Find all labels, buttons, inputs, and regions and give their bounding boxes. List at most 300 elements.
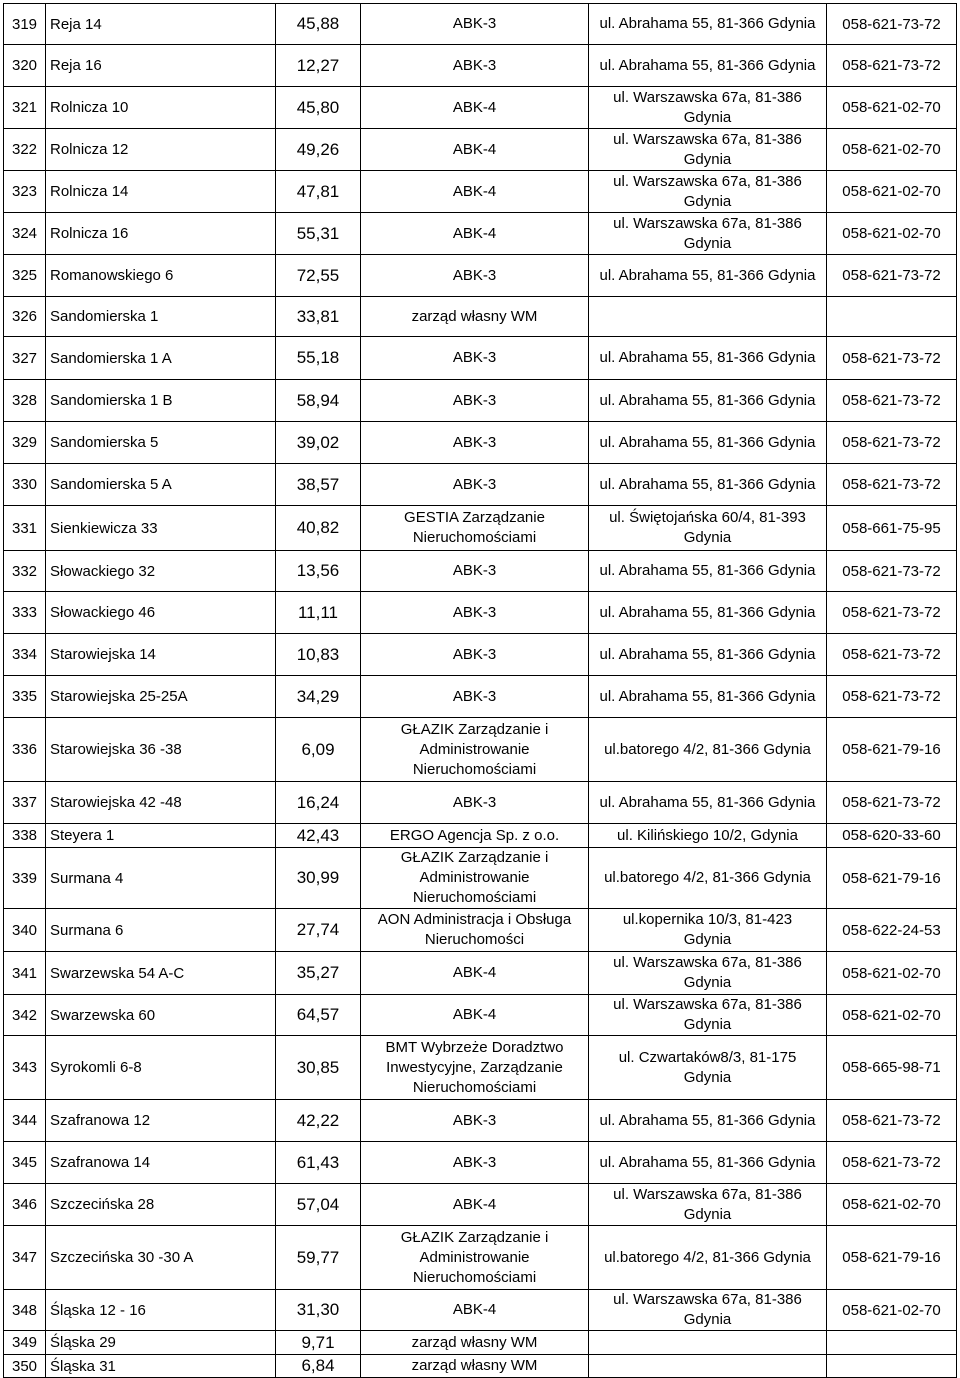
manager-cell — [361, 255, 589, 297]
manager-cell-line: ABK-4 — [452, 964, 497, 981]
table-row — [4, 909, 957, 952]
address-cell — [589, 1290, 827, 1331]
table-row — [4, 337, 957, 380]
address-cell — [589, 782, 827, 824]
area-cell: 31,30 — [276, 1290, 361, 1331]
address-cell — [589, 1184, 827, 1226]
phone-cell: 058-621-02-70 — [827, 1290, 957, 1331]
row-number: 340 — [4, 909, 46, 952]
manager-cell-line: ABK-3 — [452, 645, 497, 663]
manager-cell — [361, 45, 589, 87]
manager-cell — [361, 782, 589, 824]
area-cell: 30,99 — [276, 848, 361, 909]
table-row — [4, 4, 957, 45]
phone-cell — [827, 1331, 957, 1355]
manager-cell — [361, 1355, 589, 1378]
row-number: 350 — [4, 1355, 46, 1378]
street-cell: Szczecińska 28 — [46, 1184, 276, 1226]
street-cell: Reja 14 — [46, 4, 276, 45]
address-cell-line: Gdynia — [683, 234, 732, 252]
manager-cell — [361, 592, 589, 634]
manager-cell — [361, 1142, 589, 1184]
area-cell: 30,85 — [276, 1036, 361, 1100]
address-cell — [589, 213, 827, 255]
row-number: 335 — [4, 676, 46, 718]
address-cell-line: ul. Warszawska 67a, 81-386 — [613, 996, 802, 1013]
table-row — [4, 1184, 957, 1226]
address-cell — [589, 255, 827, 297]
table-row — [4, 995, 957, 1036]
phone-cell: 058-621-73-72 — [827, 782, 957, 824]
street-cell: Śląska 29 — [46, 1331, 276, 1355]
street-cell: Surmana 4 — [46, 848, 276, 909]
area-cell: 59,77 — [276, 1226, 361, 1290]
table-row — [4, 1226, 957, 1290]
manager-cell — [361, 1290, 589, 1331]
table-row — [4, 213, 957, 255]
area-cell: 45,80 — [276, 87, 361, 129]
row-number: 325 — [4, 255, 46, 297]
address-cell-line: ul. Abrahama 55, 81-366 Gdynia — [599, 1111, 816, 1129]
row-number: 347 — [4, 1226, 46, 1290]
manager-cell — [361, 824, 589, 848]
row-number: 344 — [4, 1100, 46, 1142]
address-cell — [589, 1331, 827, 1355]
address-cell — [589, 297, 827, 337]
property-table — [3, 3, 957, 1378]
manager-cell-line: BMT Wybrzeże Doradztwo — [385, 1038, 564, 1056]
phone-cell: 058-621-79-16 — [827, 848, 957, 909]
manager-cell-line: ABK-3 — [452, 1153, 497, 1171]
row-number: 336 — [4, 718, 46, 782]
manager-cell-line: ABK-4 — [452, 140, 497, 158]
manager-cell-line: ABK-3 — [452, 15, 497, 32]
street-cell: Szczecińska 30 -30 A — [46, 1226, 276, 1290]
table-row — [4, 1142, 957, 1184]
phone-cell: 058-621-02-70 — [827, 952, 957, 995]
phone-cell: 058-621-02-70 — [827, 129, 957, 171]
address-cell-line: ul. Abrahama 55, 81-366 Gdynia — [599, 266, 816, 284]
area-cell: 42,22 — [276, 1100, 361, 1142]
manager-cell-line: GŁAZIK Zarządzanie i — [400, 1228, 549, 1246]
row-number: 343 — [4, 1036, 46, 1100]
address-cell-line: ul.batorego 4/2, 81-366 Gdynia — [604, 740, 811, 758]
row-number: 329 — [4, 422, 46, 464]
phone-cell: 058-621-73-72 — [827, 464, 957, 506]
area-cell: 72,55 — [276, 255, 361, 297]
table-row — [4, 1355, 957, 1378]
area-cell: 12,27 — [276, 45, 361, 87]
phone-cell: 058-621-79-16 — [827, 1226, 957, 1290]
area-cell: 34,29 — [276, 676, 361, 718]
address-cell — [589, 1226, 827, 1290]
address-cell-line: ul. Warszawska 67a, 81-386 — [613, 172, 802, 190]
table-row — [4, 824, 957, 848]
address-cell — [589, 676, 827, 718]
row-number: 322 — [4, 129, 46, 171]
address-cell-line: ul. Abrahama 55, 81-366 Gdynia — [599, 433, 816, 451]
area-cell: 45,88 — [276, 4, 361, 45]
address-cell — [589, 1142, 827, 1184]
address-cell-line: ul. Abrahama 55, 81-366 Gdynia — [599, 687, 816, 705]
address-cell-line: ul.kopernika 10/3, 81-423 — [622, 911, 793, 928]
manager-cell-line: GŁAZIK Zarządzanie i — [400, 849, 549, 866]
row-number: 324 — [4, 213, 46, 255]
phone-cell: 058-620-33-60 — [827, 824, 957, 848]
manager-cell-line: AON Administracja i Obsługa — [377, 911, 572, 928]
manager-cell-line: Nieruchomościami — [412, 889, 537, 906]
table-row — [4, 782, 957, 824]
address-cell — [589, 464, 827, 506]
phone-cell — [827, 1355, 957, 1378]
manager-cell — [361, 1331, 589, 1355]
address-cell-line: ul. Świętojańska 60/4, 81-393 — [609, 509, 806, 526]
address-cell-line: ul. Abrahama 55, 81-366 Gdynia — [599, 645, 816, 663]
manager-cell-line: ABK-3 — [452, 475, 497, 493]
manager-cell-line: GESTIA Zarządzanie — [404, 509, 545, 526]
manager-cell-line: ABK-4 — [452, 1195, 497, 1213]
manager-cell-line: zarząd własny WM — [411, 1357, 538, 1374]
manager-cell-line: ABK-3 — [452, 266, 497, 284]
manager-cell — [361, 337, 589, 380]
manager-cell — [361, 551, 589, 592]
street-cell: Sandomierska 1 A — [46, 337, 276, 380]
address-cell-line: ul. Abrahama 55, 81-366 Gdynia — [599, 1153, 816, 1171]
table-row — [4, 45, 957, 87]
address-cell-line: Gdynia — [683, 529, 732, 546]
manager-cell-line: ERGO Agencja Sp. z o.o. — [389, 826, 560, 844]
area-cell: 6,84 — [276, 1355, 361, 1378]
address-cell-line: Gdynia — [683, 931, 732, 948]
table-row — [4, 380, 957, 422]
row-number: 346 — [4, 1184, 46, 1226]
manager-cell-line: Administrowanie — [419, 869, 530, 886]
street-cell: Słowackiego 46 — [46, 592, 276, 634]
manager-cell-line: ABK-4 — [452, 1006, 497, 1023]
street-cell: Sienkiewicza 33 — [46, 506, 276, 551]
table-row — [4, 676, 957, 718]
address-cell — [589, 171, 827, 213]
address-cell — [589, 337, 827, 380]
address-cell-line: ul. Warszawska 67a, 81-386 — [613, 1185, 802, 1203]
row-number: 323 — [4, 171, 46, 213]
street-cell: Śląska 31 — [46, 1355, 276, 1378]
table-row — [4, 1290, 957, 1331]
street-cell: Syrokomli 6-8 — [46, 1036, 276, 1100]
street-cell: Śląska 12 - 16 — [46, 1290, 276, 1331]
address-cell — [589, 824, 827, 848]
row-number: 337 — [4, 782, 46, 824]
phone-cell: 058-621-02-70 — [827, 87, 957, 129]
manager-cell — [361, 380, 589, 422]
street-cell: Szafranowa 12 — [46, 1100, 276, 1142]
table-row — [4, 634, 957, 676]
table-row — [4, 87, 957, 129]
manager-cell — [361, 171, 589, 213]
manager-cell — [361, 995, 589, 1036]
street-cell: Starowiejska 42 -48 — [46, 782, 276, 824]
address-cell-line: ul. Warszawska 67a, 81-386 — [613, 1291, 802, 1308]
area-cell: 10,83 — [276, 634, 361, 676]
phone-cell: 058-665-98-71 — [827, 1036, 957, 1100]
phone-cell: 058-621-02-70 — [827, 995, 957, 1036]
phone-cell: 058-621-73-72 — [827, 255, 957, 297]
manager-cell-line: ABK-4 — [452, 224, 497, 242]
table-body — [4, 4, 957, 1378]
address-cell — [589, 718, 827, 782]
row-number: 341 — [4, 952, 46, 995]
street-cell: Romanowskiego 6 — [46, 255, 276, 297]
phone-cell: 058-621-73-72 — [827, 551, 957, 592]
phone-cell: 058-621-02-70 — [827, 213, 957, 255]
manager-cell — [361, 129, 589, 171]
address-cell-line: ul.batorego 4/2, 81-366 Gdynia — [604, 1248, 811, 1266]
row-number: 331 — [4, 506, 46, 551]
manager-cell-line: ABK-3 — [452, 433, 497, 451]
address-cell-line: ul. Abrahama 55, 81-366 Gdynia — [599, 15, 816, 32]
address-cell-line: ul. Warszawska 67a, 81-386 — [613, 954, 802, 971]
area-cell: 33,81 — [276, 297, 361, 337]
table-row — [4, 422, 957, 464]
manager-cell — [361, 1226, 589, 1290]
manager-cell-line: ABK-3 — [452, 603, 497, 621]
address-cell-line: ul. Abrahama 55, 81-366 Gdynia — [599, 475, 816, 493]
area-cell: 27,74 — [276, 909, 361, 952]
area-cell: 55,31 — [276, 213, 361, 255]
area-cell: 57,04 — [276, 1184, 361, 1226]
row-number: 327 — [4, 337, 46, 380]
manager-cell-line: zarząd własny WM — [411, 307, 538, 325]
row-number: 320 — [4, 45, 46, 87]
address-cell-line: Gdynia — [683, 1205, 732, 1223]
manager-cell — [361, 718, 589, 782]
address-cell — [589, 1036, 827, 1100]
address-cell — [589, 551, 827, 592]
area-cell: 58,94 — [276, 380, 361, 422]
manager-cell — [361, 909, 589, 952]
phone-cell: 058-621-73-72 — [827, 422, 957, 464]
area-cell: 11,11 — [276, 592, 361, 634]
address-cell-line: ul. Abrahama 55, 81-366 Gdynia — [599, 793, 816, 811]
address-cell-line: ul. Abrahama 55, 81-366 Gdynia — [599, 603, 816, 621]
address-cell-line: ul. Abrahama 55, 81-366 Gdynia — [599, 562, 816, 579]
address-cell-line: Gdynia — [683, 1016, 732, 1033]
row-number: 319 — [4, 4, 46, 45]
address-cell — [589, 506, 827, 551]
manager-cell — [361, 952, 589, 995]
street-cell: Sandomierska 5 — [46, 422, 276, 464]
street-cell: Swarzewska 60 — [46, 995, 276, 1036]
row-number: 345 — [4, 1142, 46, 1184]
phone-cell: 058-621-73-72 — [827, 1142, 957, 1184]
manager-cell — [361, 676, 589, 718]
address-cell-line: ul. Czwartaków8/3, 81-175 — [618, 1048, 797, 1066]
manager-cell — [361, 634, 589, 676]
phone-cell: 058-621-02-70 — [827, 1184, 957, 1226]
address-cell-line: ul. Abrahama 55, 81-366 Gdynia — [599, 391, 816, 409]
street-cell: Swarzewska 54 A-C — [46, 952, 276, 995]
manager-cell-line: Administrowanie — [419, 1248, 530, 1266]
phone-cell: 058-622-24-53 — [827, 909, 957, 952]
address-cell — [589, 87, 827, 129]
table-row — [4, 718, 957, 782]
street-cell: Surmana 6 — [46, 909, 276, 952]
phone-cell: 058-621-73-72 — [827, 634, 957, 676]
address-cell — [589, 995, 827, 1036]
manager-cell — [361, 464, 589, 506]
area-cell: 13,56 — [276, 551, 361, 592]
address-cell — [589, 848, 827, 909]
manager-cell-line: ABK-4 — [452, 98, 497, 116]
address-cell-line: Gdynia — [683, 974, 732, 991]
row-number: 342 — [4, 995, 46, 1036]
address-cell — [589, 4, 827, 45]
table-row — [4, 848, 957, 909]
row-number: 333 — [4, 592, 46, 634]
manager-cell-line: ABK-4 — [452, 1301, 497, 1318]
manager-cell-line: ABK-3 — [452, 793, 497, 811]
manager-cell — [361, 1100, 589, 1142]
address-cell — [589, 634, 827, 676]
phone-cell: 058-621-02-70 — [827, 171, 957, 213]
manager-cell-line: Administrowanie — [419, 740, 530, 758]
manager-cell — [361, 848, 589, 909]
phone-cell: 058-621-73-72 — [827, 337, 957, 380]
row-number: 334 — [4, 634, 46, 676]
table-row — [4, 297, 957, 337]
phone-cell: 058-621-73-72 — [827, 592, 957, 634]
street-cell: Rolnicza 10 — [46, 87, 276, 129]
address-cell — [589, 129, 827, 171]
row-number: 332 — [4, 551, 46, 592]
area-cell: 16,24 — [276, 782, 361, 824]
address-cell-line: Gdynia — [683, 108, 732, 126]
street-cell: Sandomierska 1 — [46, 297, 276, 337]
street-cell: Starowiejska 36 -38 — [46, 718, 276, 782]
address-cell-line: ul. Kilińskiego 10/2, Gdynia — [617, 826, 798, 844]
street-cell: Sandomierska 5 A — [46, 464, 276, 506]
phone-cell: 058-621-73-72 — [827, 676, 957, 718]
area-cell: 47,81 — [276, 171, 361, 213]
row-number: 328 — [4, 380, 46, 422]
address-cell — [589, 422, 827, 464]
address-cell-line: Gdynia — [683, 150, 732, 168]
table-row — [4, 129, 957, 171]
manager-cell-line: ABK-3 — [452, 56, 497, 74]
address-cell — [589, 952, 827, 995]
street-cell: Rolnicza 14 — [46, 171, 276, 213]
area-cell: 42,43 — [276, 824, 361, 848]
area-cell: 6,09 — [276, 718, 361, 782]
table-row — [4, 551, 957, 592]
manager-cell-line: Nieruchomościami — [412, 1078, 537, 1096]
manager-cell-line: Nieruchomościami — [412, 760, 537, 778]
manager-cell-line: ABK-4 — [452, 182, 497, 200]
street-cell: Sandomierska 1 B — [46, 380, 276, 422]
manager-cell-line: ABK-3 — [452, 1111, 497, 1129]
table-row — [4, 464, 957, 506]
address-cell-line: ul. Warszawska 67a, 81-386 — [613, 214, 802, 232]
address-cell — [589, 1355, 827, 1378]
area-cell: 39,02 — [276, 422, 361, 464]
street-cell: Reja 16 — [46, 45, 276, 87]
table-row — [4, 952, 957, 995]
area-cell: 40,82 — [276, 506, 361, 551]
area-cell: 38,57 — [276, 464, 361, 506]
street-cell: Rolnicza 16 — [46, 213, 276, 255]
street-cell: Szafranowa 14 — [46, 1142, 276, 1184]
table-row — [4, 506, 957, 551]
table-row — [4, 592, 957, 634]
phone-cell: 058-621-73-72 — [827, 45, 957, 87]
row-number: 330 — [4, 464, 46, 506]
manager-cell-line: GŁAZIK Zarządzanie i — [400, 720, 549, 738]
address-cell — [589, 1100, 827, 1142]
address-cell-line: ul. Warszawska 67a, 81-386 — [613, 130, 802, 148]
address-cell-line: Gdynia — [683, 192, 732, 210]
manager-cell — [361, 422, 589, 464]
address-cell-line: ul. Abrahama 55, 81-366 Gdynia — [599, 349, 816, 366]
manager-cell — [361, 506, 589, 551]
table-row — [4, 1100, 957, 1142]
manager-cell — [361, 1184, 589, 1226]
phone-cell: 058-661-75-95 — [827, 506, 957, 551]
address-cell-line: Gdynia — [683, 1068, 732, 1086]
street-cell: Starowiejska 14 — [46, 634, 276, 676]
manager-cell — [361, 1036, 589, 1100]
row-number: 326 — [4, 297, 46, 337]
street-cell: Starowiejska 25-25A — [46, 676, 276, 718]
street-cell: Steyera 1 — [46, 824, 276, 848]
address-cell-line: ul.batorego 4/2, 81-366 Gdynia — [604, 869, 811, 886]
phone-cell: 058-621-73-72 — [827, 1100, 957, 1142]
area-cell: 49,26 — [276, 129, 361, 171]
phone-cell: 058-621-79-16 — [827, 718, 957, 782]
manager-cell-line: zarząd własny WM — [411, 1333, 538, 1351]
manager-cell-line: ABK-3 — [452, 562, 497, 579]
phone-cell: 058-621-73-72 — [827, 380, 957, 422]
area-cell: 64,57 — [276, 995, 361, 1036]
street-cell: Słowackiego 32 — [46, 551, 276, 592]
row-number: 349 — [4, 1331, 46, 1355]
area-cell: 35,27 — [276, 952, 361, 995]
manager-cell — [361, 213, 589, 255]
phone-cell: 058-621-73-72 — [827, 4, 957, 45]
address-cell-line: Gdynia — [683, 1311, 732, 1328]
manager-cell-line: Nieruchomościami — [412, 1268, 537, 1286]
manager-cell-line: Nieruchomościami — [412, 529, 537, 546]
row-number: 321 — [4, 87, 46, 129]
area-cell: 55,18 — [276, 337, 361, 380]
manager-cell — [361, 87, 589, 129]
area-cell: 61,43 — [276, 1142, 361, 1184]
street-cell: Rolnicza 12 — [46, 129, 276, 171]
table-row — [4, 1036, 957, 1100]
manager-cell-line: ABK-3 — [452, 349, 497, 366]
manager-cell-line: ABK-3 — [452, 687, 497, 705]
address-cell-line: ul. Abrahama 55, 81-366 Gdynia — [599, 56, 816, 74]
address-cell — [589, 909, 827, 952]
area-cell: 9,71 — [276, 1331, 361, 1355]
row-number: 348 — [4, 1290, 46, 1331]
table-row — [4, 171, 957, 213]
manager-cell — [361, 4, 589, 45]
manager-cell-line: Inwestycyjne, Zarządzanie — [386, 1058, 563, 1076]
table-row — [4, 255, 957, 297]
manager-cell — [361, 297, 589, 337]
address-cell — [589, 45, 827, 87]
manager-cell-line: Nieruchomości — [424, 931, 525, 948]
